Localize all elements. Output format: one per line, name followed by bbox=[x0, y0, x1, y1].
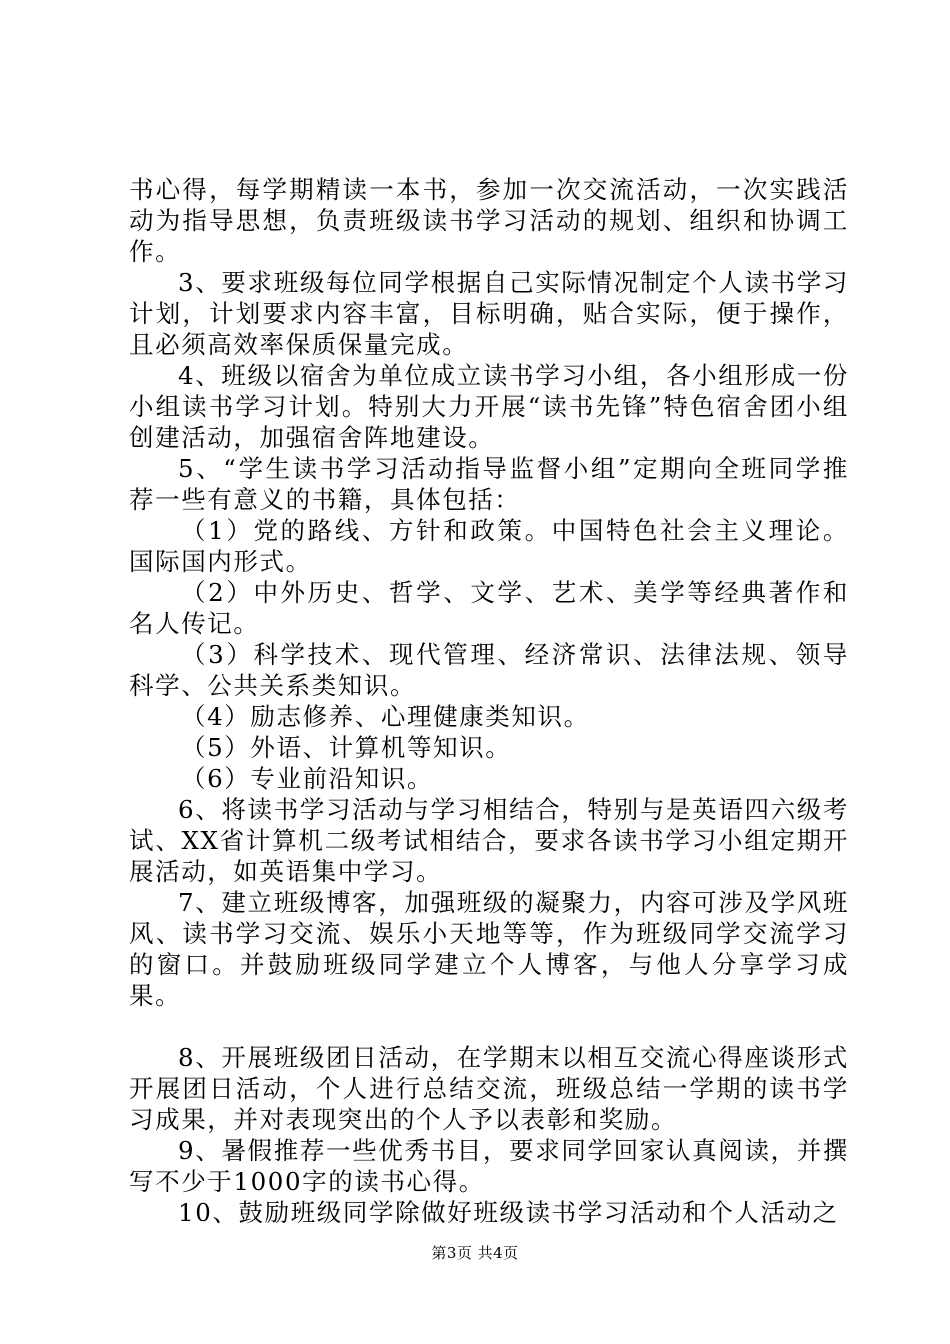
document-body bbox=[129, 174, 849, 1228]
paragraph-p5-4: （4）励志修养、心理健康类知识。 bbox=[181, 702, 590, 731]
page-footer: 第3页 共4页 bbox=[431, 1244, 519, 1262]
paragraph-p5-3: （3）科学技术、现代管理、经济常识、法律法规、领导科学、公共关系类知识。 bbox=[129, 640, 849, 700]
paragraph-p3: 3、要求班级每位同学根据自己实际情况制定个人读书学习计划，计划要求内容丰富，目标明确，贴合实际，便于操作，且必须高效率保质保量完成。 bbox=[129, 268, 849, 359]
paragraph-p0: 书心得，每学期精读一本书，参加一次交流活动，一次实践活动为指导思想，负责班级读书学习活动的规划、组织和协调工作。 bbox=[129, 175, 849, 266]
paragraph-p9: 9、暑假推荐一些优秀书目，要求同学回家认真阅读，并撰写不少于1000字的读书心得。 bbox=[129, 1136, 849, 1196]
paragraph-p5-6: （6）专业前沿知识。 bbox=[181, 764, 434, 793]
paragraph-p6: 6、将读书学习活动与学习相结合，特别与是英语四六级考试、XX省计算机二级考试相结合，要求各读书学习小组定期开展活动，如英语集中学习。 bbox=[129, 795, 849, 886]
paragraph-p5-1: （1）党的路线、方针和政策。中国特色社会主义理论。国际国内形式。 bbox=[129, 516, 849, 576]
paragraph-p10: 10、鼓励班级同学除做好班级读书学习活动和个人活动之 bbox=[178, 1198, 839, 1227]
paragraph-p4: 4、班级以宿舍为单位成立读书学习小组，各小组形成一份小组读书学习计划。特别大力开展“读书先锋”特色宿舍团小组创建活动，加强宿舍阵地建设。 bbox=[129, 361, 849, 452]
paragraph-p8: 8、开展班级团日活动，在学期末以相互交流心得座谈形式开展团日活动，个人进行总结交流，班级总结一学期的读书学习成果，并对表现突出的个人予以表彰和奖励。 bbox=[129, 1043, 849, 1134]
paragraph-p7: 7、建立班级博客，加强班级的凝聚力，内容可涉及学风班风、读书学习交流、娱乐小天地等等，作为班级同学交流学习的窗口。并鼓励班级同学建立个人博客，与他人分享学习成果。 bbox=[129, 888, 849, 1010]
paragraph-p5: 5、“学生读书学习活动指导监督小组”定期向全班同学推荐一些有意义的书籍，具体包括： bbox=[129, 454, 849, 514]
paragraph-p5-5: （5）外语、计算机等知识。 bbox=[181, 733, 512, 762]
paragraph-p5-2: （2）中外历史、哲学、文学、艺术、美学等经典著作和名人传记。 bbox=[129, 578, 849, 638]
